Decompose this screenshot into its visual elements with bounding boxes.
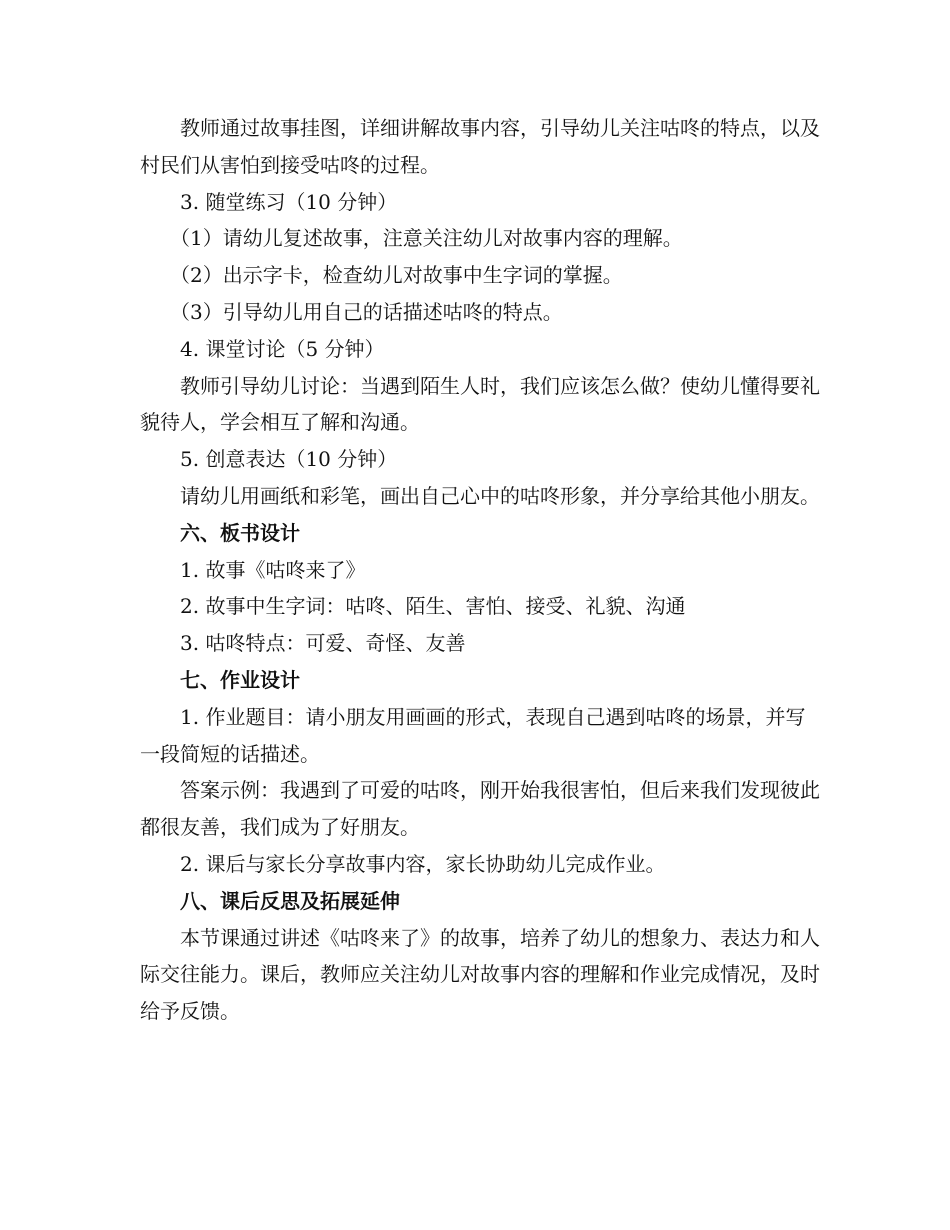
para-answer-example: 答案示例：我遇到了可爱的咕咚，刚开始我很害怕，但后来我们发现彼此都很友善，我们成为了好朋友。 bbox=[140, 778, 820, 840]
heading-homework: 七、作业设计 bbox=[180, 667, 300, 692]
item-practice: 3. 随堂练习（10 分钟） bbox=[180, 189, 398, 214]
item-creative: 5. 创意表达（10 分钟） bbox=[180, 447, 398, 472]
sub-word-cards: （2）出示字卡，检查幼儿对故事中生字词的掌握。 bbox=[170, 263, 623, 288]
para-discussion: 教师引导幼儿讨论：当遇到陌生人时，我们应该怎么做？使幼儿懂得要礼貌待人，学会相互了解和沟通。 bbox=[140, 373, 820, 435]
sub-retell: （1）请幼儿复述故事，注意关注幼儿对故事内容的理解。 bbox=[170, 226, 683, 251]
para-teacher-storyboard: 教师通过故事挂图，详细讲解故事内容，引导幼儿关注咕咚的特点，以及村民们从害怕到接受咕咚的过程。 bbox=[140, 116, 820, 177]
heading-board-design: 六、板书设计 bbox=[180, 520, 300, 545]
item-discussion: 4. 课堂讨论（5 分钟） bbox=[180, 336, 385, 361]
para-homework-1: 1. 作业题目：请小朋友用画画的形式，表现自己遇到咕咚的场景，并写一段简短的话描述。 bbox=[140, 704, 806, 766]
item-homework-2: 2. 课后与家长分享故事内容，家长协助幼儿完成作业。 bbox=[180, 851, 666, 876]
item-board-2: 2. 故事中生字词：咕咚、陌生、害怕、接受、礼貌、沟通 bbox=[180, 594, 686, 619]
heading-reflection: 八、课后反思及拓展延伸 bbox=[180, 888, 400, 913]
document-body bbox=[140, 110, 820, 1030]
para-creative: 请幼儿用画纸和彩笔，画出自己心中的咕咚形象，并分享给其他小朋友。 bbox=[180, 483, 820, 508]
item-board-3: 3. 咕咚特点：可爱、奇怪、友善 bbox=[180, 631, 466, 656]
para-reflection: 本节课通过讲述《咕咚来了》的故事，培养了幼儿的想象力、表达力和人际交往能力。课后，教师应关注幼儿对故事内容的理解和作业完成情况，及时给予反馈。 bbox=[140, 925, 820, 1024]
sub-describe: （3）引导幼儿用自己的话描述咕咚的特点。 bbox=[170, 299, 563, 324]
item-board-1: 1. 故事《咕咚来了》 bbox=[180, 557, 366, 582]
